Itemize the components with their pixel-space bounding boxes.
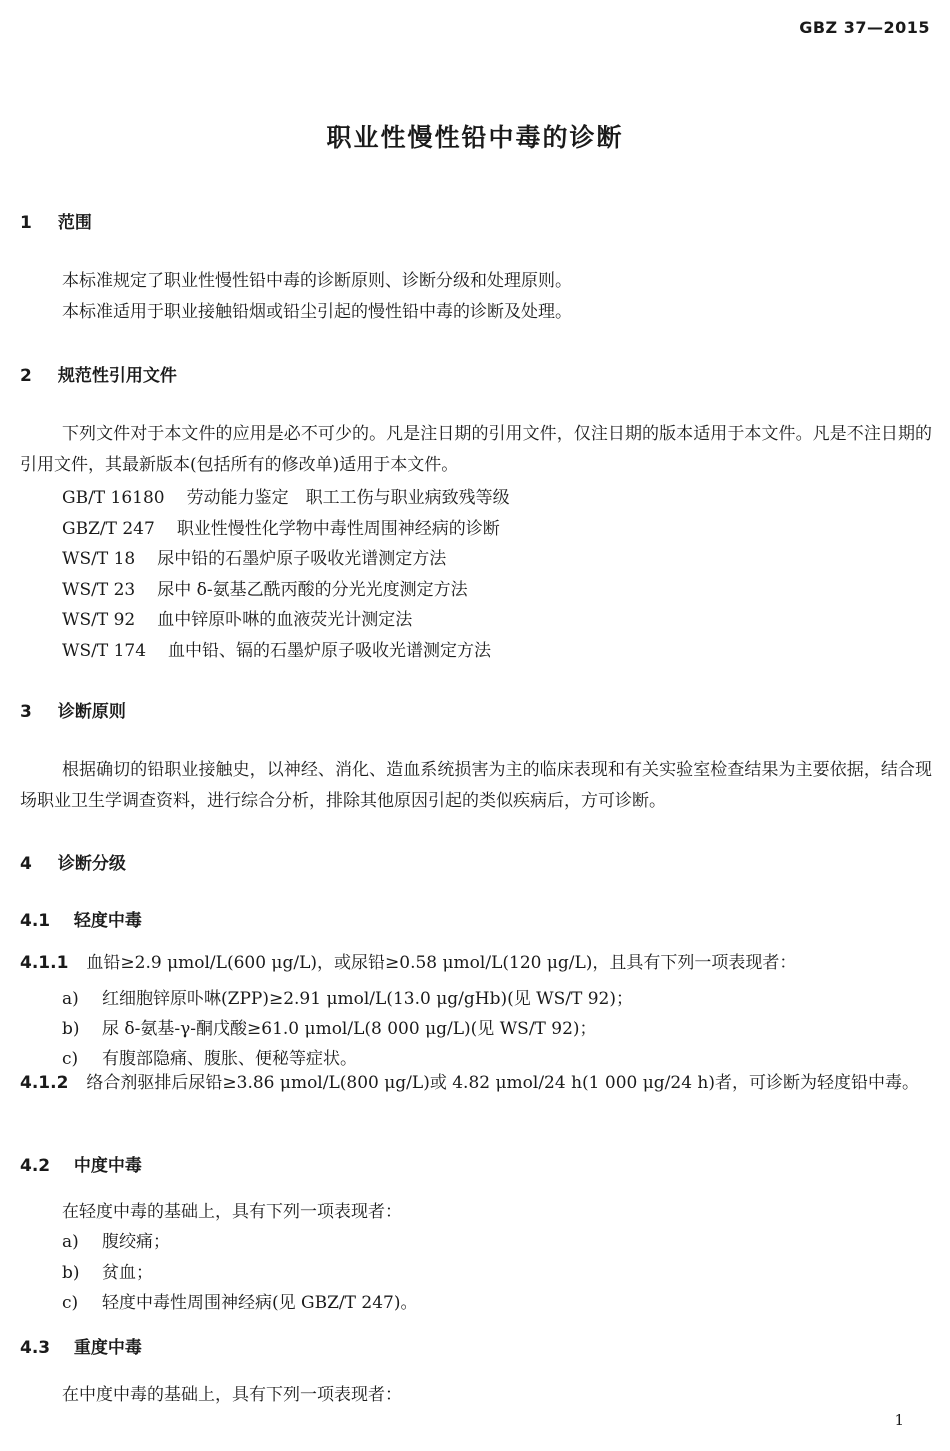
clause-number: 4.1.2 <box>20 1073 69 1093</box>
reference-title: 血中锌原卟啉的血液荧光计测定法 <box>157 610 413 630</box>
section-title: 诊断分级 <box>57 854 126 874</box>
reference-title: 血中铅、镉的石墨炉原子吸收光谱测定方法 <box>168 641 492 661</box>
list-text: 腹绞痛； <box>102 1232 170 1252</box>
list-item <box>62 1227 170 1252</box>
reference-code: WS/T 174 <box>62 641 147 661</box>
section-title: 诊断原则 <box>57 702 126 722</box>
list-text: 尿 δ-氨基-γ-酮戊酸≥61.0 μmol/L(8 000 μg/L)(见 WS/T 92)； <box>102 1019 597 1039</box>
subsection-title: 中度中毒 <box>73 1156 142 1176</box>
section-number: 4 <box>20 854 32 874</box>
paragraph: 在轻度中毒的基础上，具有下列一项表现者： <box>62 1202 402 1222</box>
section-3-heading <box>20 697 126 722</box>
list-text: 有腹部隐痛、腹胀、便秘等症状。 <box>102 1049 357 1069</box>
list-item <box>62 1288 417 1313</box>
reference-item <box>62 605 412 630</box>
reference-title: 劳动能力鉴定 职工工伤与职业病致残等级 <box>186 488 510 508</box>
list-label: c) <box>62 1293 79 1313</box>
subsection-title: 轻度中毒 <box>73 911 142 931</box>
reference-code: WS/T 23 <box>62 580 136 600</box>
reference-item <box>62 514 500 539</box>
list-text: 轻度中毒性周围神经病(见 GBZ/T 247)。 <box>102 1293 418 1313</box>
section-number: 3 <box>20 702 32 722</box>
paragraph: 本标准规定了职业性慢性铅中毒的诊断原则、诊断分级和处理原则。 <box>62 271 572 291</box>
reference-code: WS/T 18 <box>62 549 136 569</box>
subsection-number: 4.1 <box>20 911 51 931</box>
list-item <box>62 1258 153 1283</box>
reference-code: GBZ/T 247 <box>62 519 155 539</box>
list-label: b) <box>62 1263 80 1283</box>
paragraph: 在中度中毒的基础上，具有下列一项表现者： <box>62 1385 402 1405</box>
section-number: 2 <box>20 366 32 386</box>
paragraph: 根据确切的铅职业接触史，以神经、消化、造血系统损害为主的临床表现和有关实验室检查结果为主要依据，结合现场职业卫生学调查资料，进行综合分析，排除其他原因引起的类似疾病后，方可诊断。 <box>20 760 932 811</box>
subsection-number: 4.3 <box>20 1338 51 1358</box>
section-1-heading <box>20 208 92 233</box>
clause-number: 4.1.1 <box>20 953 69 973</box>
section-title: 规范性引用文件 <box>57 366 177 386</box>
list-label: c) <box>62 1049 79 1069</box>
subsection-title: 重度中毒 <box>73 1338 142 1358</box>
list-item <box>62 1014 597 1039</box>
clause-text: 血铅≥2.9 μmol/L(600 μg/L)，或尿铅≥0.58 μmol/L(120 μg/L)，且具有下列一项表现者： <box>86 953 797 973</box>
reference-item <box>62 575 468 600</box>
page-number: 1 <box>894 1411 904 1429</box>
list-text: 红细胞锌原卟啉(ZPP)≥2.91 μmol/L(13.0 μg/gHb)(见 WS/T 92)； <box>102 989 633 1009</box>
clause-text: 络合剂驱排后尿铅≥3.86 μmol/L(800 μg/L)或 4.82 μmol/24 h(1 000 μg/24 h)者，可诊断为轻度铅中毒。 <box>86 1073 920 1093</box>
reference-item <box>62 483 510 508</box>
subsection-number: 4.2 <box>20 1156 51 1176</box>
list-item <box>62 1044 357 1069</box>
section-2-heading <box>20 361 177 386</box>
paragraph: 本标准适用于职业接触铅烟或铅尘引起的慢性铅中毒的诊断及处理。 <box>62 302 572 322</box>
document-title: 职业性慢性铅中毒的诊断 <box>326 123 624 152</box>
clause-4-1-2 <box>20 1068 932 1099</box>
reference-item <box>62 636 491 661</box>
reference-title: 尿中 δ-氨基乙酰丙酸的分光光度测定方法 <box>157 580 468 600</box>
list-text: 贫血； <box>102 1263 153 1283</box>
paragraph: 下列文件对于本文件的应用是必不可少的。凡是注日期的引用文件，仅注日期的版本适用于本文件。凡是不注日期的引用文件，其最新版本(包括所有的修改单)适用于本文件。 <box>20 424 932 475</box>
standard-code-header: GBZ 37—2015 <box>799 18 930 37</box>
clause-4-1-1 <box>20 948 932 979</box>
reference-item <box>62 544 446 569</box>
subsection-4-2-heading <box>20 1151 142 1176</box>
subsection-4-1-heading <box>20 906 142 931</box>
section-4-heading <box>20 849 126 874</box>
list-label: a) <box>62 989 79 1009</box>
section-number: 1 <box>20 213 32 233</box>
list-label: b) <box>62 1019 80 1039</box>
reference-title: 尿中铅的石墨炉原子吸收光谱测定方法 <box>157 549 447 569</box>
list-item <box>62 984 633 1009</box>
section-title: 范围 <box>57 213 92 233</box>
reference-code: WS/T 92 <box>62 610 136 630</box>
list-label: a) <box>62 1232 79 1252</box>
reference-title: 职业性慢性化学物中毒性周围神经病的诊断 <box>176 519 500 539</box>
subsection-4-3-heading <box>20 1333 142 1358</box>
reference-code: GB/T 16180 <box>62 488 165 508</box>
